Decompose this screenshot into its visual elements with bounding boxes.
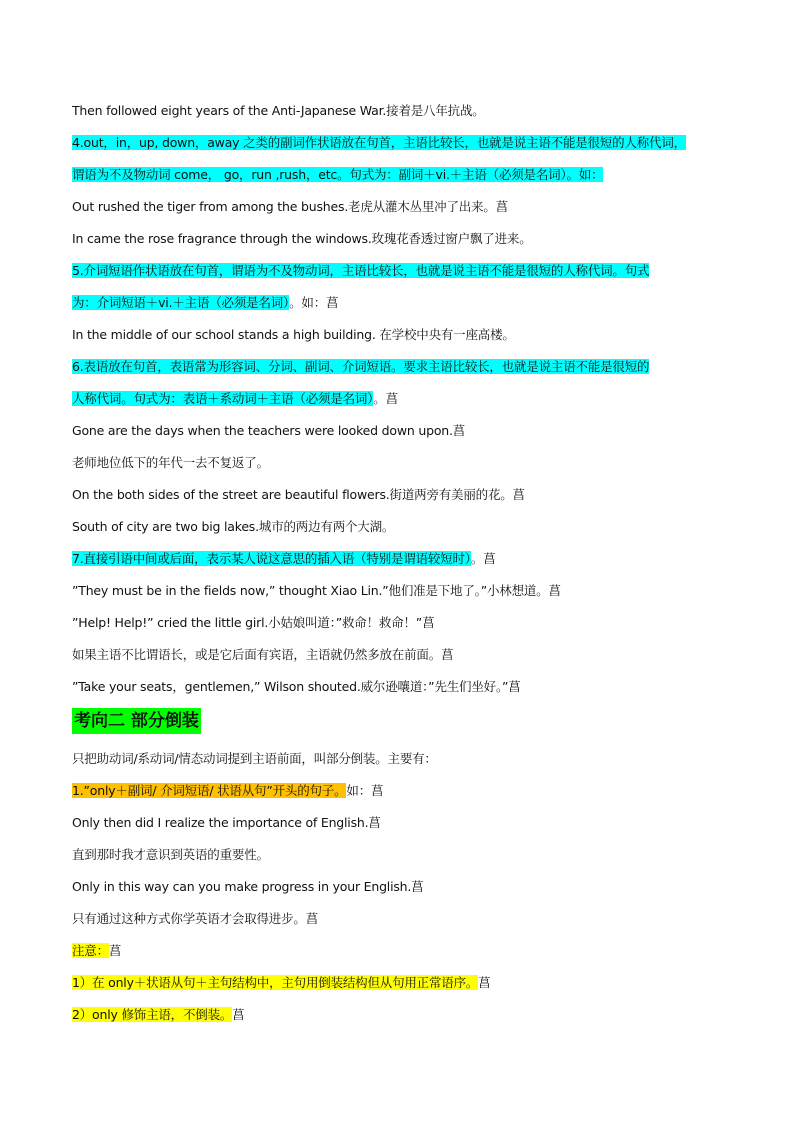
example-line: ”Help! Help!” cried the little girl.小姑娘叫道：”救命！救命！”菖 [72,615,435,630]
rule-line: 1.”only＋副词/ 介词短语/ 状语从句”开头的句子。如：菖 [72,783,384,798]
rule-line: 人称代词。句式为：表语＋系动词＋主语（必须是名词）。菖 [72,391,398,406]
rule-line: 为：介词短语＋vi.＋主语（必须是名词）。如：菖 [72,295,339,310]
text-line: Then followed eight years of the Anti-Japanese War.接着是八年抗战。 [72,103,485,118]
example-line: Only then did I realize the importance of English.菖 [72,815,381,830]
note-line: 2）only 修饰主语，不倒装。菖 [72,1007,245,1022]
example-line: South of city are two big lakes.城市的两边有两个大湖。 [72,519,395,534]
text-line: 如果主语不比谓语长，或是它后面有宾语，主语就仍然多放在前面。菖 [72,647,454,662]
example-line: In came the rose fragrance through the windows.玫瑰花香透过窗户飘了进来。 [72,231,532,246]
example-line: ”They must be in the fields now,” thought Xiao Lin.”他们准是下地了。”小林想道。菖 [72,583,561,598]
text-line: 只把助动词/系动词/情态动词提到主语前面，叫部分倒装。主要有： [72,751,437,766]
example-line: 老师地位低下的年代一去不复返了。 [72,455,269,470]
rule-line: 4.out，in，up, down，away 之类的副词作状语放在句首，主语比较长，也就是说主语不能是很短的人称代词， [72,135,686,150]
example-line: On the both sides of the street are beautiful flowers.街道两旁有美丽的花。菖 [72,487,525,502]
example-line: Out rushed the tiger from among the bushes.老虎从灌木丛里冲了出来。菖 [72,199,508,214]
note-label: 注意：菖 [72,943,122,958]
example-line: ”Take your seats，gentlemen,” Wilson shouted.威尔逊嚷道：”先生们坐好。”菖 [72,679,521,694]
note-line: 1）在 only＋状语从句＋主句结构中，主句用倒装结构但从句用正常语序。菖 [72,975,491,990]
example-line: Gone are the days when the teachers were looked down upon.菖 [72,423,466,438]
rule-line: 谓语为不及物动词 come， go，run ,rush，etc。句式为：副词＋vi.＋主语（必须是名词）。如： [72,167,604,182]
rule-line: 6.表语放在句首，表语常为形容词、分词、副词、介词短语。要求主语比较长，也就是说主语不能是很短的 [72,359,650,374]
section-heading: 考向二 部分倒装 [72,708,201,734]
example-line: 直到那时我才意识到英语的重要性。 [72,847,269,862]
example-line: 只有通过这种方式你学英语才会取得进步。菖 [72,911,319,926]
rule-line: 5.介词短语作状语放在句首，谓语为不及物动词，主语比较长，也就是说主语不能是很短的人称代词。句式 [72,263,650,278]
example-line: Only in this way can you make progress in your English.菖 [72,879,424,894]
example-line: In the middle of our school stands a high building. 在学校中央有一座高楼。 [72,327,515,342]
rule-line: 7.直接引语中间或后面，表示某人说这意思的插入语（特别是谓语较短时）。菖 [72,551,496,566]
